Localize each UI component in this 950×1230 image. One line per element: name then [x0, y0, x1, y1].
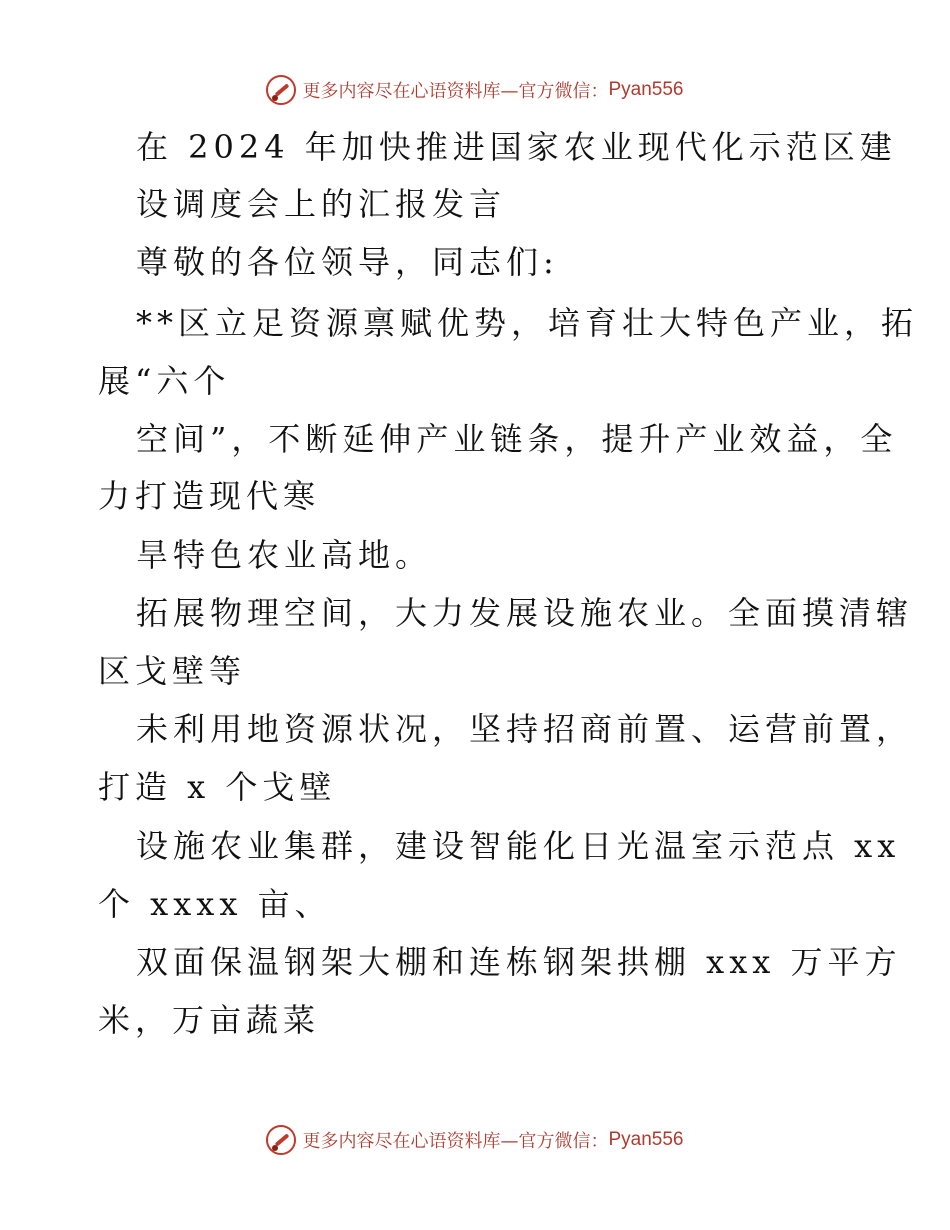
paragraph-line: 个 xxxx 亩、 — [98, 885, 332, 923]
pen-logo-icon — [266, 1125, 296, 1155]
watermark-text: 更多内容尽在心语资料库—官方微信： — [302, 81, 609, 102]
paragraph-line: **区立足资源禀赋优势，培育壮大特色产业，拓 — [136, 304, 919, 342]
title-line-1: 在 2024 年加快推进国家农业现代化示范区建 — [136, 128, 897, 166]
pen-logo-icon — [266, 75, 296, 105]
paragraph-line: 拓展物理空间，大力发展设施农业。全面摸清辖 — [136, 594, 914, 632]
footer-watermark — [0, 1120, 950, 1160]
paragraph-line: 力打造现代寒 — [98, 477, 321, 515]
paragraph-line: 区戈壁等 — [98, 652, 247, 690]
title-line-2: 设调度会上的汇报发言 — [136, 185, 507, 223]
watermark-wechat-id: Pyan556 — [608, 79, 684, 100]
paragraph-line: 打造 x 个戈壁 — [98, 768, 337, 806]
paragraph-line: 米，万亩蔬菜 — [98, 1001, 321, 1039]
watermark-text: 更多内容尽在心语资料库—官方微信： — [302, 1131, 609, 1152]
watermark-wechat-id: Pyan556 — [608, 1129, 684, 1150]
paragraph-line: 双面保温钢架大棚和连栋钢架拱棚 xxx 万平方 — [136, 943, 902, 981]
paragraph-line: 展“六个 — [98, 362, 231, 400]
paragraph-line: 未利用地资源状况，坚持招商前置、运营前置， — [136, 710, 914, 748]
paragraph-line: 设施农业集群，建设智能化日光温室示范点 xx — [136, 827, 901, 865]
paragraph-line: 旱特色农业高地。 — [136, 536, 433, 574]
header-watermark — [0, 70, 950, 110]
paragraph-line: 空间”，不断延伸产业链条，提升产业效益，全 — [136, 420, 898, 458]
salutation: 尊敬的各位领导，同志们: — [136, 243, 559, 281]
